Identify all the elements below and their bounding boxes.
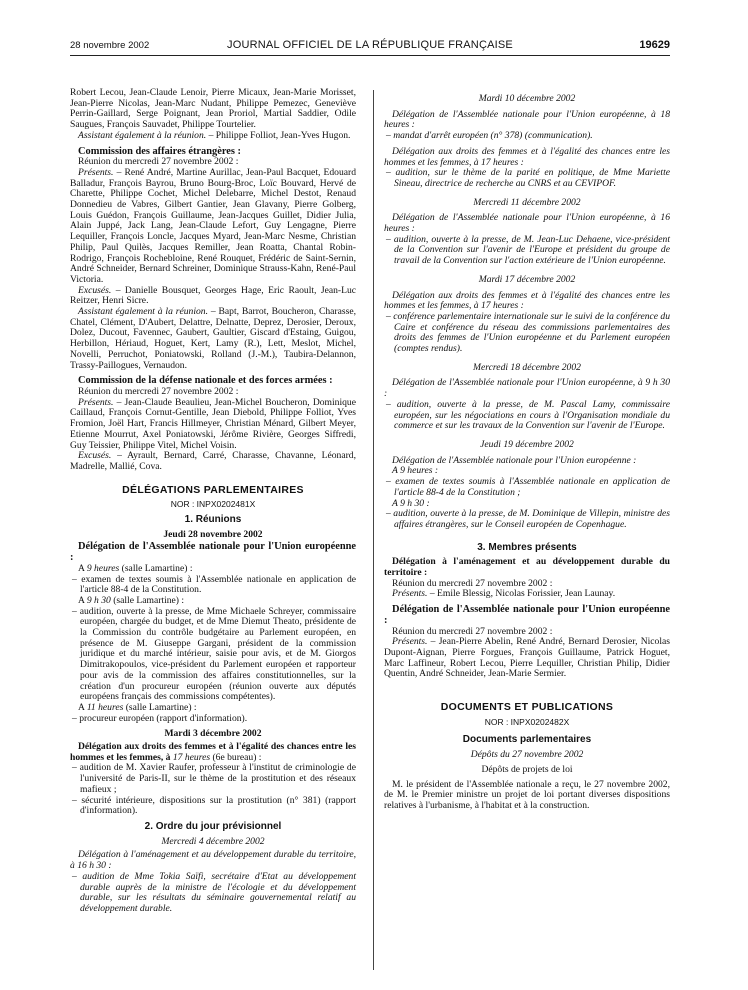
delegation-heading: Délégation de l'Assemblée nationale pour l'Union européenne, à 16 heures : (384, 212, 670, 235)
left-column (70, 88, 356, 915)
date-heading: Mercredi 18 décembre 2002 (473, 361, 581, 373)
reunion-date: Réunion du mercredi 27 novembre 2002 : (78, 156, 239, 168)
presents-list: Présents. – Jean-Pierre Abelin, René André, Bernard Derosier, Nicolas Dupont-Aignan, Pierre Forgues, François Guillaume, Patrick Hoguet, Marc Laffineur, Robert Lecou, Pierre Lequiller, Christian Philip, Didier Quentin, André Schneider, Jean-Marie Sermier. (384, 636, 670, 680)
date-heading: Mardi 10 décembre 2002 (478, 93, 576, 104)
reunion-date: Réunion du mercredi 27 novembre 2002 : (392, 577, 553, 589)
depots-text: M. le président de l'Assemblée nationale a reçu, le 27 novembre 2002, de M. le Premier ministre un projet de loi portant diverses dispositions relatives à l'urbanisme, à l'habitat et à la construction. (384, 778, 670, 811)
presents-list: Présents. – Jean-Claude Beaulieu, Jean-Michel Boucheron, Dominique Caillaud, François Cornut-Gentille, Jean Diebold, Philippe Folliot, Yves Fromion, Joël Hart, Francis Hillmeyer, Christian Ménard, Gilbert Meyer, Etienne Mourrut, Axel Poniatowski, Jérôme Rivière, Georges Siffredi, Guy Teissier, Philippe Vitel, Michel Voisin. (70, 396, 356, 451)
excuses-list: Excusés. – Ayrault, Bernard, Carré, Charasse, Chavanne, Léonard, Madrelle, Mallié, Cova. (70, 450, 356, 472)
time-slot: A 9 h 30 : (392, 497, 430, 509)
agenda-item: – examen de textes soumis à l'Assemblée nationale en application de l'article 88-4 de la Constitution ; (386, 476, 670, 498)
assistant-note: Assistant également à la réunion. – Philippe Folliot, Jean-Yves Hugon. (78, 129, 351, 141)
date-heading: Mardi 17 décembre 2002 (478, 273, 576, 285)
agenda-item: – audition, ouverte à la presse, de M. Jean-Luc Dehaene, vice-président de la Convention sur l'avenir de l'Europe et président du groupe de travail de la Convention sur l'action extérieure de l'Union européenne. (386, 233, 670, 267)
time-slot: A 9 heures : (392, 465, 439, 477)
section-title-documents: DOCUMENTS ET PUBLICATIONS (440, 701, 614, 714)
date-heading: Jeudi 28 novembre 2002 (163, 528, 263, 540)
excuses-list: Excusés. – Danielle Bousquet, Georges Hage, Eric Raoult, Jean-Luc Reitzer, Henri Sicre. (70, 284, 356, 307)
delegation-heading: Délégation à l'aménagement et au développement durable du territoire, à 16 h 30 : (70, 849, 356, 872)
agenda-item: – audition de M. Xavier Raufer, professeur à l'institut de criminologie de l'université de Paris-II, sur le thème de la prostitution et des réseaux mafieux ; (72, 762, 356, 795)
page-header (70, 40, 670, 54)
delegation-heading: Délégation de l'Assemblée nationale pour l'Union européenne : (392, 454, 637, 466)
agenda-item: – examen de textes soumis à l'Assemblée nationale en application de l'article 88-4 de la Constitution. (72, 573, 356, 596)
agenda-item: – audition, ouverte à la presse, de M. Dominique de Villepin, ministre des affaires étrangères, sur le Conseil européen de Copenhague. (386, 508, 670, 530)
assistant-list: Assistant également à la réunion. – Bapt, Barrot, Boucheron, Charasse, Chatel, Clément, D'Aubert, Delattre, Delnatte, Deprez, Derosier, Deroux, Dolez, Ducout, Favennec, Gaubert, Gaultier, Giscard d'Estaing, Guigou, Herbillon, Hériaud, Hoguet, Kert, Lamy (R.), Lett, Meslot, Michel, Novelli, Perruchot, Poniatowski, Rolland (J.-M.), Taubira-Delannon, Trassy-Paillogues, Vernaudon. (70, 306, 356, 371)
section-membres-presents: 3. Membres présents (477, 541, 577, 553)
date-heading: Jeudi 19 décembre 2002 (480, 438, 574, 450)
right-column (384, 94, 670, 812)
agenda-item: – audition, sur le thème de la parité en politique, de Mme Mariette Sineau, directrice de recherche au CNRS et au CEVIPOF. (386, 167, 670, 189)
header-rule (70, 55, 670, 56)
commission-defense-heading: Commission de la défense nationale et des forces armées : (78, 375, 333, 387)
presents-list: Présents. – Emile Blessig, Nicolas Forissier, Jean Launay. (392, 588, 616, 600)
time-slot: A 9 heures (salle Lamartine) : (78, 562, 193, 574)
date-heading: Mercredi 11 décembre 2002 (473, 196, 581, 208)
delegation-heading: Délégation aux droits des femmes et à l'égalité des chances entre les hommes et les femmes, à 17 heures : (384, 145, 670, 168)
agenda-item: – audition, ouverte à la presse, de Mme Michaele Schreyer, commissaire européen, chargée du budget, et de Mme Diemut Theato, présidente de la Commission du contrôle budgétaire au Parlement européen, en présence de M. Giuseppe Gargani, président de la commission juridique et du marché intérieur, saisie pour avis, et de M. Giorgos Dimitrakopoulos, vice-président du Parlement européen et rapporteur pour avis de la commission des affaires constitutionnelles, sur la création d'un procureur européen (réunion ouverte aux députés européens français des commissions compétentes). (72, 605, 356, 703)
agenda-item: – sécurité intérieure, dispositions sur la prostitution (n° 381) (rapport d'information). (72, 794, 356, 817)
agenda-item: – mandat d'arrêt européen (n° 378) (communication). (386, 130, 593, 142)
delegation-heading: Délégation aux droits des femmes et à l'égalité des chances entre les hommes et les femmes, à 17 heures : (384, 289, 670, 312)
date-heading: Mercredi 4 décembre 2002 (161, 835, 265, 847)
delegation-heading: Délégation aux droits des femmes et à l'égalité des chances entre les hommes et les femmes, à 17 heures (6e bureau) : (70, 741, 356, 763)
agenda-item: – conférence parlementaire internationale sur le suivi de la conférence du Caire et conférence du réseau des commissions parlementaires des droits des femmes de l'Union européenne et du Parlement européen (comptes rendus). (386, 310, 671, 355)
agenda-item: – audition, ouverte à la presse, de M. Pascal Lamy, commissaire européen, sur les négociations en cours à l'Organisation mondiale du commerce et sur les travaux de la Convention sur l'avenir de l'Europe. (386, 398, 670, 432)
header-date: 28 novembre 2002 (70, 40, 150, 51)
time-slot: A 9 h 30 (salle Lamartine) : (78, 594, 185, 606)
delegation-heading: Délégation de l'Assemblée nationale pour l'Union européenne : (384, 604, 670, 626)
time-slot: A 11 heures (salle Lamartine) : (78, 701, 197, 713)
header-page-number: 19629 (639, 39, 670, 51)
section-reunions: 1. Réunions (184, 514, 242, 526)
delegation-heading: Délégation de l'Assemblée nationale pour l'Union européenne : (70, 541, 356, 564)
delegation-heading: Délégation de l'Assemblée nationale pour l'Union européenne, à 9 h 30 : (384, 377, 670, 400)
section-title-delegations: DÉLÉGATIONS PARLEMENTAIRES (122, 483, 304, 496)
presents-list: Présents. – René André, Martine Aurillac, Jean-Paul Bacquet, Edouard Balladur, François Bayrou, Bruno Bourg-Broc, Loïc Bouvard, Hervé de Charette, Philippe Cochet, Michel Delebarre, Michel Destot, Renaud Donnedieu de Vabres, Gilbert Gantier, Jean Glavany, Pierre Golberg, Louis Guédon, François Guillaume, Jean-Jacques Guillet, Didier Julia, Alain Juppé, Jack Lang, Jean-Claude Lefort, Guy Lengagne, Pierre Lequiller, François Loncle, Jacques Myard, Jean-Marc Nesme, Christian Philip, Paul Quilès, Jacques Remiller, Jean Roatta, Chantal Robin-Rodrigo, François Rochebloine, René Rouquet, Frédéric de Saint-Sernin, André Schneider, Bernard Schreiner, Dominique Strauss-Kahn, René-Paul Victoria. (70, 166, 356, 285)
delegation-heading: Délégation de l'Assemblée nationale pour l'Union européenne, à 18 heures : (384, 108, 670, 131)
reunion-date: Réunion du mercredi 27 novembre 2002 : (78, 385, 239, 397)
depots-subheading: Dépôts de projets de loi (481, 763, 573, 775)
section-ordre-du-jour: 2. Ordre du jour prévisionnel (144, 821, 282, 832)
header-title: JOURNAL OFFICIEL DE LA RÉPUBLIQUE FRANÇAISE (227, 39, 513, 51)
nor-reference: NOR : INPX0202482X (484, 716, 570, 727)
agenda-item: – procureur européen (rapport d'information). (72, 712, 248, 724)
nor-reference: NOR : INPX0202481X (170, 499, 256, 510)
commission-members-continued: Robert Lecou, Jean-Claude Lenoir, Pierre Micaux, Jean-Marie Morisset, Jean-Pierre Nicolas, Jean-Marc Nudant, Philippe Pemezec, Geneviève Perrin-Gaillard, Serge Poignant, Jean Proriol, Martial Saddier, Odile Saugues, François Sauvadet, Philippe Tourtelier. (70, 87, 356, 131)
column-separator (373, 90, 374, 970)
commission-affaires-etrangeres-heading: Commission des affaires étrangères : (78, 145, 241, 157)
date-heading: Mardi 3 décembre 2002 (164, 728, 262, 740)
depots-date-heading: Dépôts du 27 novembre 2002 (470, 749, 584, 761)
delegation-heading: Délégation à l'aménagement et au développement durable du territoire : (384, 556, 670, 579)
agenda-item: – audition de Mme Tokia Saïfi, secrétaire d'Etat au développement durable auprès de la ministre de l'écologie et du développement durable, sur les résultats du séminaire gouvernemental relatif au développement durable. (72, 870, 356, 914)
reunion-date: Réunion du mercredi 27 novembre 2002 : (392, 625, 553, 637)
section-documents-parlementaires: Documents parlementaires (462, 734, 592, 746)
